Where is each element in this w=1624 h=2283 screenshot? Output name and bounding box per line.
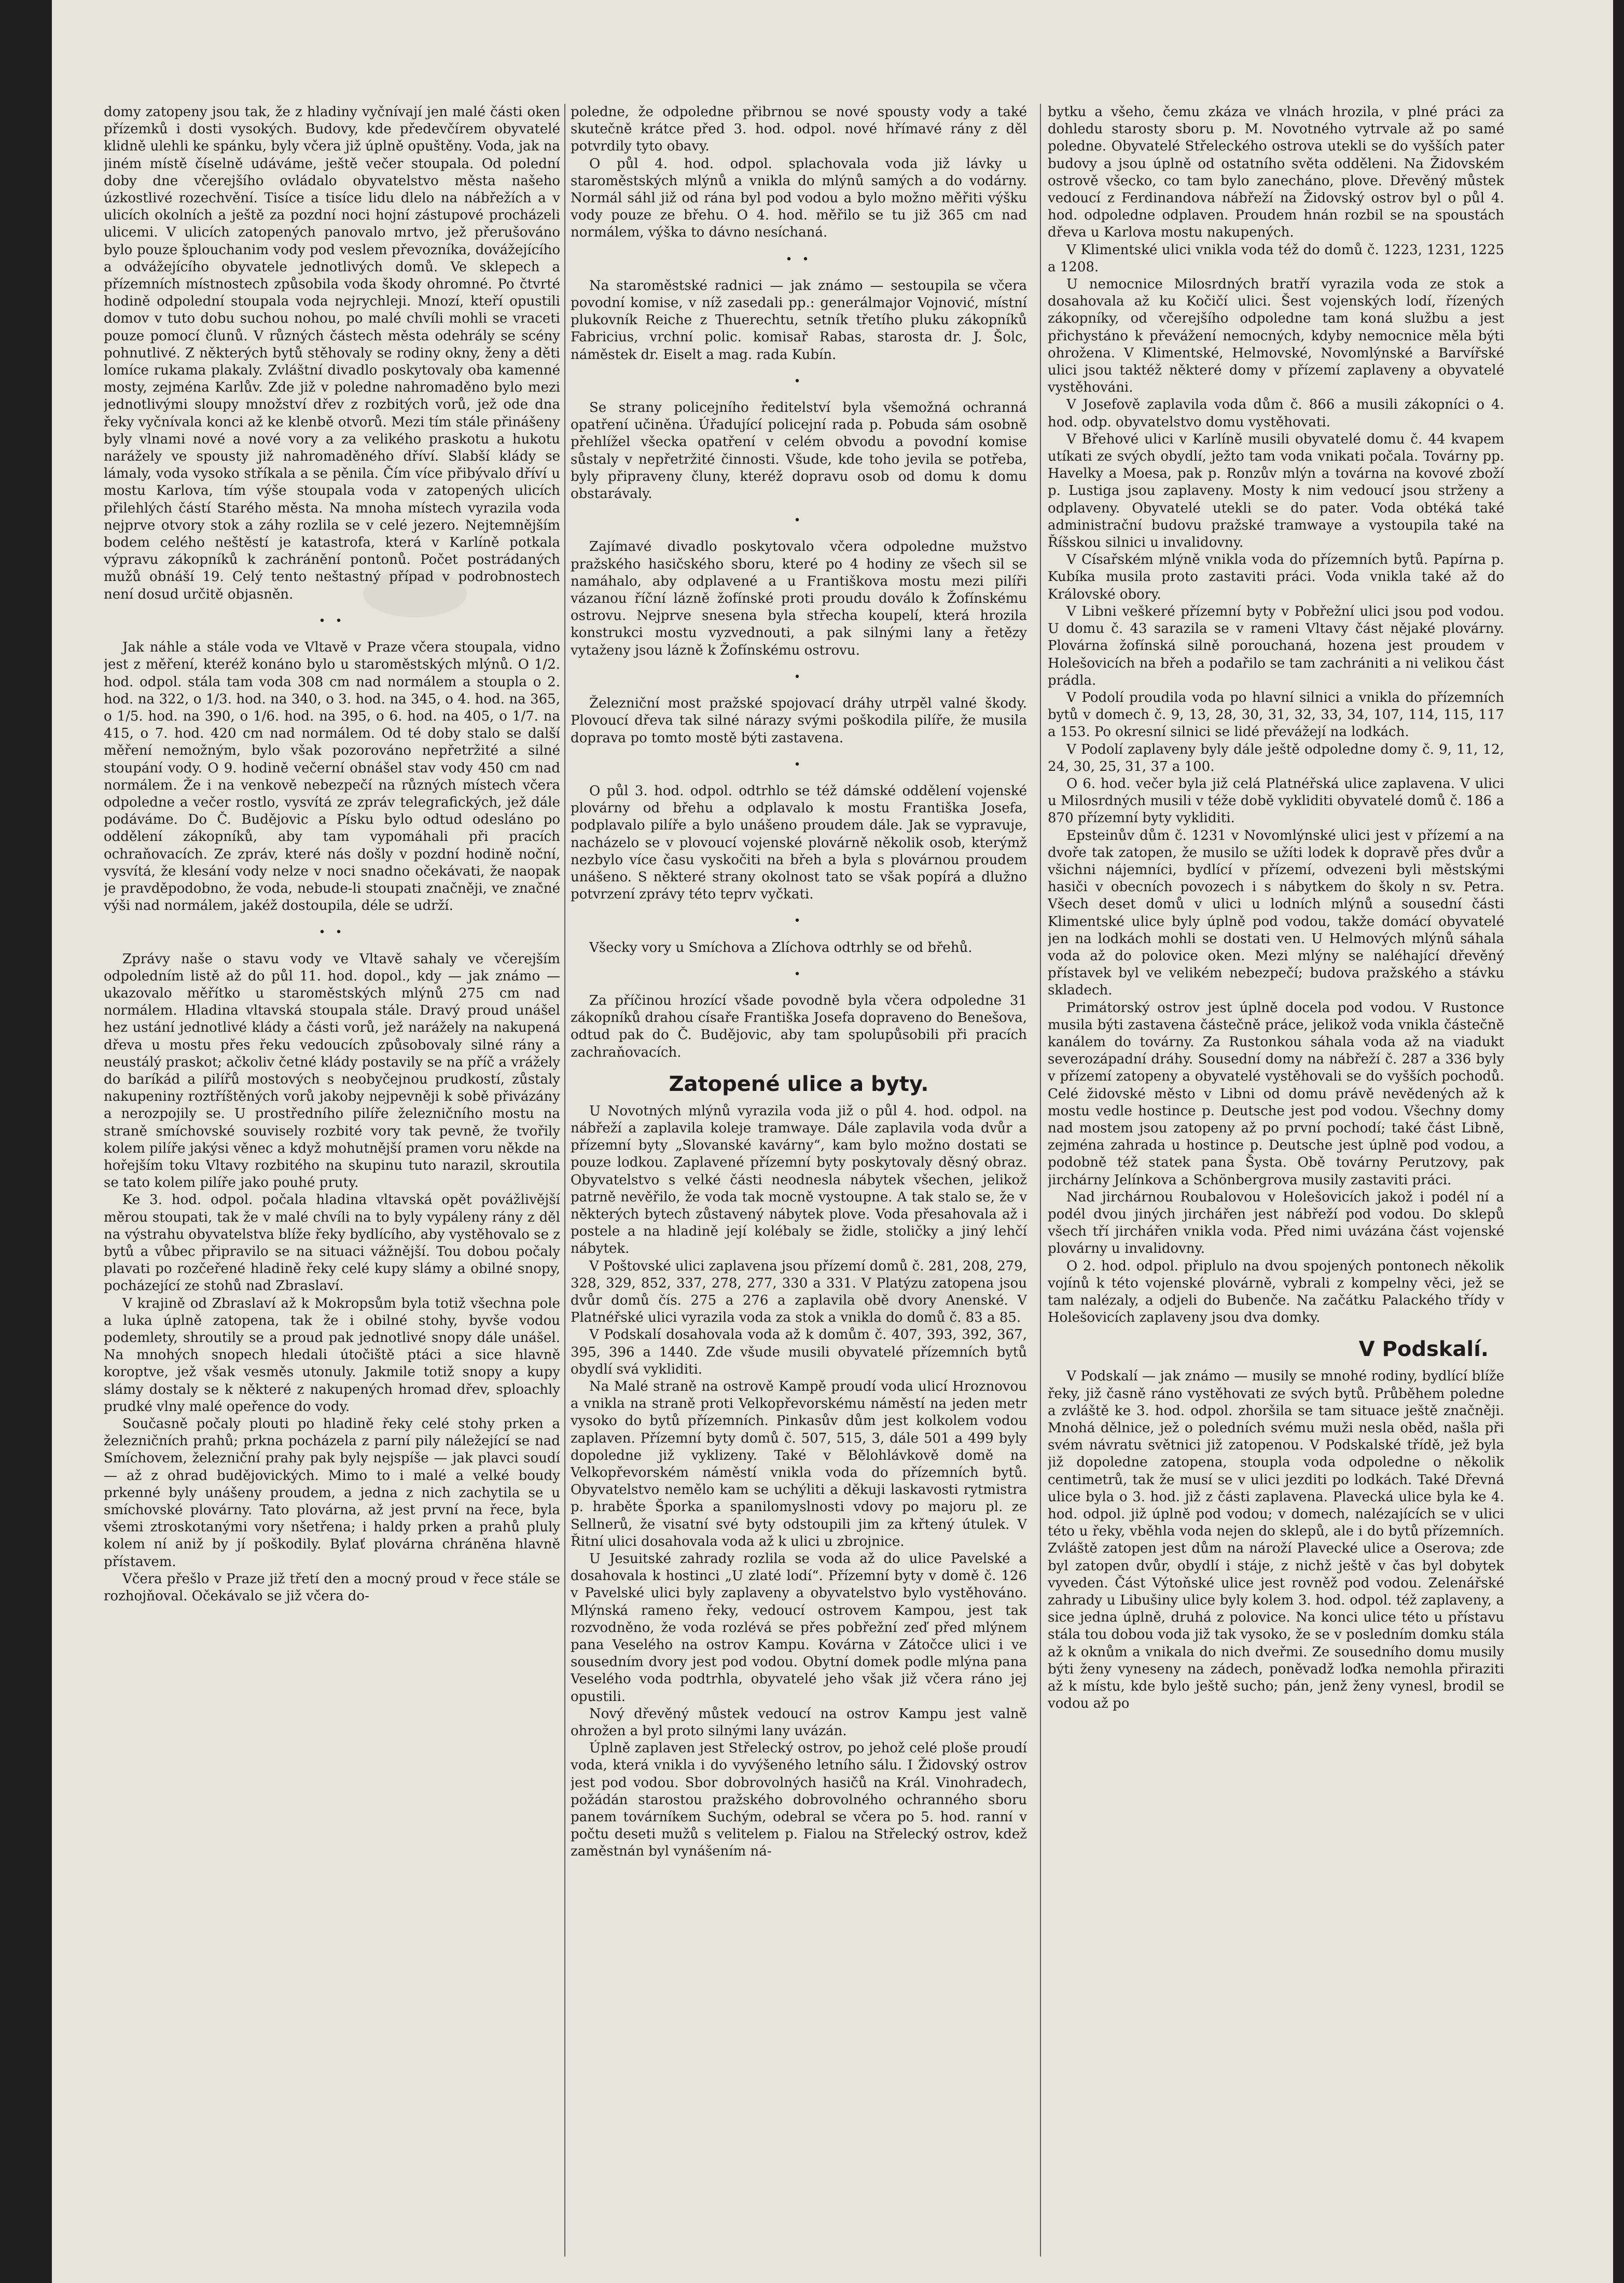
column-1: [104, 104, 560, 2257]
paragraph: bytku a všeho, čemu zkáza ve vlnách hrozila, v plné práci za dohledu starosty sboru p. M. Novotného vytrvale až po samé poledne. Obyvatelé Střeleckého ostrova utekli se do vyšších pater budovy a jsou úplně od ostatního světa odděleni. Na Židovském ostrově všecko, co tam bylo zanecháno, plove. Dřevěný můstek vedoucí z Ferdinandova nábřeží na Židovský ostrov byl o půl 4. hod. odpoledne odplaven. Proudem hnán rozbil se na spoustách dřeva u Karlova mostu nakupených.: [1048, 104, 1504, 241]
paragraph: U Jesuitské zahrady rozlila se voda až do ulice Pavelské a dosahovala k hostinci „U zlaté lodí“. Přízemní byty v domě č. 126 v Pavelské ulici byly zaplaveny a obyvatelstvo bylo vystěhováno. Mlýnská rameno řeky, vedoucí ostrovem Kampou, jest tak rozvodněno, že voda rozlévá se přes pobřežní zeď před mlýnem pana Veselého na ostrov Kampu. Kovárna v Zátočce ulici i ve sousedním dvory jest pod vodou. Obytní domek podle mlýna pana Veselého voda podtrhla, obyvatelé jeho však již včera ráno jej opustili.: [571, 1551, 1027, 1705]
paragraph: Včera přešlo v Praze již třetí den a mocný proud v řece stále se rozhojňoval. Očekávalo se již včera do-: [104, 1571, 560, 1604]
paragraph: Zprávy naše o stavu vody ve Vltavě sahaly ve včerejším odpoledním listě až do půl 11. hod. dopol., kdy — jak známo — ukazovalo měřítko u staroměstských mlýnů 275 cm nad normálem. Hladina vltavská stoupala stále. Dravý proud unášel hez ustání jednotlivé klády a části vorů, jež narážely na nakupená dřeva u mostu přes řeku vedoucích způsobovaly silné rány a neustálý praskot; ačkoliv četné klády postavily se na příč a vrážely do baríkád a pilířů mostových s neobyčejnou prudkostí, zůstaly nakupeniny roztříštěných vorů jakoby nejpevněji k sobě přivázány a nerozpojily se. U prostředního pilíře železničního mostu na straně smíchovské souvisely rozbité vory tak pevně, že tvořily kolem pilíře jakýsi věnec a když mohutnější pramen voru někde na hořejším toku Vltavy rozbitého na skupinu tuto narazil, skroutila se tato kolem pilíře jako pouhé pruty.: [104, 951, 560, 1191]
column-rule-1: [564, 104, 565, 2257]
paragraph: Jak náhle a stále voda ve Vltavě v Praze včera stoupala, vidno jest z měření, kteréž konáno bylo u staroměstských mlýnů. O 1/2. hod. odpol. stála tam voda 308 cm nad normálem a stoupla o 2. hod. na 322, o 1/3. hod. na 340, o 3. hod. na 345, o 4. hod. na 365, o 1/5. hod. na 390, o 1/6. hod. na 395, o 6. hod. na 405, o 1/7. na 415, o 7. hod. 420 cm nad normálem. Od té doby stalo se další měření nemožným, bylo však pozorováno nepřetržité a silné stoupání vody. O 9. hodině večerní obnášel stav vody 450 cm nad normálem. Že i na venkově nebezpečí na různých místech včera odpoledne a večer rostlo, vysvítá ze zpráv telegrafických, jež dále podáváme. Do Č. Budějovic a Písku bylo odtud odesláno po oddělení zákopníků, aby tam vypomáhali při pracích ochraňovacích. Ze zpráv, které nás došly v pozdní hodině noční, vysvítá, že klesání vody nelze v noci snadno očekávati, že naopak je pravděpodobno, že voda, nebude-li stoupati značněji, ve značné výši nad normálem, jakéž dostoupila, déle se udrží.: [104, 640, 560, 914]
paragraph: Za příčinou hrozící všade povodně byla včera odpoledne 31 zákopníků drahou císaře Františka Josefa dopraveno do Benešova, odtud pak do Č. Budějovic, aby tam spolupůsobili při pracích zachraňovacích.: [571, 992, 1027, 1060]
paragraph: O půl 4. hod. odpol. splachovala voda již lávky u staroměstských mlýnů a vnikla do mlýnů samých a do vodárny. Normál sáhl již od rána byl pod vodou a bylo možno měřiti výšku vody pouze ze břehu. O 4. hod. měřilo se tu již 365 cm nad normálem, výška to dávno nesíchaná.: [571, 156, 1027, 241]
paragraph: Se strany policejního ředitelství byla všemožná ochranná opatření učiněna. Úřadující policejní rada p. Pobuda sám osobně přehlížel všecka opatření v celém obvodu a povodní komise sůstaly v nepřetržité činnosti. Všude, kde toho jevila se potřeba, byly připraveny čluny, kteréž dopravu osob od domu k domu obstarávaly.: [571, 400, 1027, 502]
paragraph: Primátorský ostrov jest úplně docela pod vodou. V Rustonce musila býti zastavena částečně práce, jelikož voda vnikla částečně kanálem do továrny. Za Rustonkou sáhala voda až na viadukt severozápadní dráhy. Sousední domy na nábřeží č. 287 a 336 byly v přízemí zatopeny a obyvatelé vystěhovali se do vyšších pochodů. Celé židovské město v Libni od domu právě nevědených až k mostu vedle hostince p. Deutsche jest pod vodou. Všechny domy nad mostem jsou zatopeny až po první pochodí; také část Libně, zejména zahrada u hostince p. Deutsche jest úplně pod vodou, a podobně též statek pana Šysta. Obě továrny Perutzovy, pak jirchárny Jelínkova a Schönbergrova musily zastaviti práci.: [1048, 1000, 1504, 1188]
paragraph: Ke 3. hod. odpol. počala hladina vltavská opět povážlivější měrou stoupati, tak že v malé chvíli na to byly vypáleny rány z děl na výstrahu obyvatelstva blíže řeky bydlícího, aby vystěhovalo se z bytů a vůbec připravilo se na situaci vážnější. Tou dobou počaly plavati po rozčeřené hladině řeky celé kupy slámy a obilné snopy, pocházející ze stohů nad Zbraslaví.: [104, 1192, 560, 1294]
column-2: [571, 104, 1027, 2257]
paragraph: U nemocnice Milosrdných bratří vyrazila voda ze stok a dosahovala až ku Kočičí ulici. Šest vojenských lodí, řízených zákopníky, od včerejšího odpoledne tam koná službu a jest přichystáno k převážení nemocných, kdyby nemocnice měla býti ohrožena. V Klimentské, Helmovské, Novomlýnské a Barvířské ulici jsou taktéž některé domy v přízemí zaplaveny a obyvatelé vystěhováni.: [1048, 276, 1504, 396]
paragraph: Železniční most pražské spojovací dráhy utrpěl valné škody. Plovoucí dřeva tak silné nárazy svými poškodila pilíře, že musila doprava po tomto mostě býti zastavena.: [571, 696, 1027, 746]
paragraph: O 6. hod. večer byla již celá Platnéřská ulice zaplavena. V ulici u Milosrdných musili v téže době vykliditi obyvatelé domů č. 186 a 870 přízemní byty vykliditi.: [1048, 776, 1504, 826]
separator: •: [794, 514, 804, 528]
paragraph: Na Malé straně na ostrově Kampě proudí voda ulicí Hroznovou a vnikla na straně proti Velkopřevorskému náměstí na jeden metr vysoko do bytů přízemních. Pinkasův dům jest kolkolem vodou zaplaven. Přízemní byty domů č. 507, 515, 3, dále 501 a 499 byly dopoledne již vyklizeny. Také v Bělohlávkově domě na Velkopřevorském náměstí vnikla voda do přízemních bytů. Obyvatelstvo nemělo kam se uchýliti a děkuji laskavosti rytmistra p. hraběte Šporka a spanilomyslnosti vdovy po majoru pl. ze Sellnerů, že visatní své byty odstoupili jim za křtený útulek. V Řitní ulici dosahovala voda až k ulici u zbrojnice.: [571, 1379, 1027, 1549]
paragraph: poledne, že odpoledne přibrnou se nové spousty vody a také skutečně krátce před 3. hod. odpol. nové hřímavé rány z děl potvrdily tyto obavy.: [571, 104, 1027, 155]
paragraph: Všecky vory u Smíchova a Zlíchova odtrhly se od břehů.: [589, 939, 973, 956]
paragraph: V Josefově zaplavila voda dům č. 866 a musili zákopníci o 4. hod. odp. obyvatelstvo domu vystěhovati.: [1048, 397, 1504, 430]
paragraph: U Novotných mlýnů vyrazila voda již o půl 4. hod. odpol. na nábřeží a zaplavila koleje tramwaye. Dále zaplavila voda dvůr a přízemní byty „Slovanské kavárny“, kam bylo možno dostati se pouze lodkou. Zaplavené přízemní byty poskytovaly děsný obraz. Obyvatelstvo s velké části neodnesla nábytek všechen, jelikož patrně nevěřilo, že voda tak mocně vystoupne. A tak stalo se, že v některých bytech zůstavený nábytek plove. Voda přesahovala až i postele a na hladině její kolébaly se židle, stoličky a jiný lehčí nábytek.: [571, 1103, 1027, 1257]
section-heading-podskali: V Podskalí.: [1358, 1337, 1489, 1362]
paragraph: Nový dřevěný můstek vedoucí na ostrov Kampu jest valně ohrožen a byl proto silnými lany uvázán.: [571, 1706, 1027, 1739]
paragraph: V Podolí zaplaveny byly dále ještě odpoledne domy č. 9, 11, 12, 24, 30, 25, 31, 37 a 100.: [1048, 741, 1504, 774]
separator: • •: [318, 926, 345, 939]
separator: •: [794, 967, 804, 981]
column-rule-2: [1040, 104, 1041, 2257]
separator: •: [794, 375, 804, 388]
paragraph: Zajímavé divadlo poskytovalo včera odpoledne mužstvo pražského hasičského sboru, které po 4 hodiny ze všech sil se namáhalo, aby odplavené a u Františkova mostu mezi pilíři vázanou říční lázně žofínské proti proudu doválo k Žofínskému ostrovu. Nejprve snesena byla střecha koupelí, která hrozila konstrukci mostu vyzvednouti, a pak silnými lany a řetězy vytaženy jsou lázně k Žofínskému ostrovu.: [571, 539, 1027, 658]
paragraph: Nad jirchárnou Roubalovou v Holešovicích jakož i podél ní a podél dvou jiných jirchářen jest nábřeží pod vodou. Do sklepů všech tří jirchářen vnikla voda. Před nimi uvázána část vojenské plovárny u invalidovny.: [1048, 1189, 1504, 1257]
paragraph: V Poštovské ulici zaplavena jsou přízemí domů č. 281, 208, 279, 328, 329, 852, 337, 278, 277, 330 a 331. V Platýzu zatopena jsou dvůr domů čís. 275 a 276 a zaplavila obě dvory Anenské. V Platnéřské ulici vyrazila voda za stok a vnikla do domů č. 83 a 85.: [571, 1258, 1027, 1326]
paragraph: Epsteinův dům č. 1231 v Novomlýnské ulici jest v přízemí a na dvoře tak zatopen, že musilo se užíti lodek k dopravě přes dvůr a všichni nájemníci, bydlící v přízemí, odvezeni byli městskými hasiči v obecních povozech i s nábytkem do školy n sv. Petra. Všech deset domů v ulici u lodních mlýnů a sousední části Klimentské ulice byly úplně pod vodou, takže domácí obyvatelé jen na lodkách mohli se dostati ven. U Helmových mlýnů sáhala voda až do polovice oken. Mezi mlýny se naléhající dřevěný přístavek byl ve velikém nebezpečí; budova pražského a stávku skladech.: [1048, 827, 1504, 999]
paragraph: V Císařském mlýně vnikla voda do přízemních bytů. Papírna p. Kubíka musila proto zastaviti práci. Voda vnikla také až do Královské obory.: [1048, 552, 1504, 602]
paragraph: Úplně zaplaven jest Střelecký ostrov, po jehož celé ploše proudí voda, která vnikla i do vyvýšeného letního sálu. I Židovský ostrov jest pod vodou. Sbor dobrovolných hasičů na Král. Vinohradech, požádán starostou pražského dobrovolného ochranného sboru panem továrníkem Suchým, odebral se včera po 5. hod. ranní v počtu deseti mužů s velitelem p. Fialou na Střelecký ostrov, kdež zaměstnán byl vynášením ná-: [571, 1740, 1027, 1860]
page-edge-shadow: [0, 0, 52, 2283]
paragraph: domy zatopeny jsou tak, že z hladiny vyčnívají jen malé části oken přízemků i dosti vysokých. Budovy, kde předevčírem obyvatelé klidně ulehli ke spánku, byly včera již úplně opuštěny. Voda, jak na jiném místě číselně udáváme, ještě večer stoupala. Od polední doby dne včerejšího ovládalo obyvatelstvo města našeho úzkostlivé rozechvění. Tisíce a tisíce lidu dlelo na nábřežích a v ulicích okolních a ještě za pozdní noci hojní zástupové procházeli ulicemi. V ulicích zatopených panovalo mrtvo, jež přerušováno bylo pouze šplouchanim vody pod veslem převozníka, dovážejícího a odvážejícího obyvatele jednotlivých domů. Ve sklepech a přízemních místnostech způsobila voda škody ohromné. Po čtvrté hodině odpolední stoupala voda nejrychleji. Mnozí, kteří opustili domov v tuto dobu suchou nohou, po malé chvíli mohli se vraceti pouze pomocí člunů. V různých částech města odehrály se scény pohnutlivé. Z některých bytů stěhovaly se rodiny okny, ženy a děti lomíce rukama plakaly. Zvláštní divadlo poskytovaly oba kamenné mosty, zejména Karlův. Zde již v poledne nahromaděno bylo mezi jednotlivými sloupy množství dřev z rozbitých vorů, jež ode dna řeky vyčnívala konci až ke klenbě otvorů. Mezi tím stále přinášeny byly vlnami nové a nové vory a za velikého praskotu a hukotu narážely ve spousty již nahromaděného dříví. Slabší klády se lámaly, voda vysoko stříkala a se pěnila. Čím více přibývalo dříví u mostu Karlova, tím výše stoupala voda v zatopených ulicích přilehlých částí Starého města. Na mnoha místech vyrazila voda nejprve otvory stok a záhy rozlila se v celé jezero. Nejtemnějším bodem celého neštěstí je katastrofa, která v Karlíně potkala výpravu zákopníků k zachránění pontonů. Počet postrádaných mužů obnáší 19. Celý tento neštastný případ v podrobnostech není dosud určitě objasněn.: [104, 104, 560, 602]
paragraph: V krajině od Zbraslaví až k Mokropsům byla totiž všechna pole a luka úplně zatopena, tak že i obilné stohy, byvše vodou podemlety, shroutily se a proud pak jednotlivé snopy dále unášel. Na mnohých snopech hledali útočiště ptáci a sice hlavně koroptve, jež však vesměs utonuly. Jakmile totiž snopy a kupy slámy dostaly se k některé z nakupených hromad dřev, sploachly prudké vlny malé opeřence do vody.: [104, 1295, 560, 1415]
paragraph: V Podskalí dosahovala voda až k domům č. 407, 393, 392, 367, 395, 396 a 1440. Zde všude musili obyvatelé přízemních bytů obydlí svá vykliditi.: [571, 1327, 1027, 1377]
section-heading-zatopene-ulice: Zatopené ulice a byty.: [669, 1072, 929, 1096]
paragraph: V Podolí proudila voda po hlavní silnici a vnikla do přízemních bytů v domech č. 9, 13, 28, 30, 31, 32, 33, 34, 107, 114, 115, 117 a 153. Po okresní silnici se lidé převážejí na lodkách.: [1048, 689, 1504, 740]
separator: •: [794, 670, 804, 684]
separator: •: [794, 758, 804, 771]
paragraph: V Podskalí — jak známo — musily se mnohé rodiny, bydlící blíže řeky, již časně ráno vystěhovati ze svých bytů. Průběhem poledne a zvláště ke 3. hod. odpol. zhoršila se tam situace ještě značněji. Mnohá dělnice, jež o poledních svému muži nesla oběd, našla při svém návratu světnici již zatopenou. V Podskalské třídě, jež byla již dopoledne zatopena, stoupla voda odpoledne o několik centimetrů, tak že musí se v ulici jezditi po lodkách. Také Dřevná ulice byla o 3. hod. již z části zaplavena. Plavecká ulice byla ke 4. hod. odpol. již úplně pod vodou; v domech, nalézajících se v ulici této u řeky, vběhla voda nejen do sklepů, ale i do bytů přízemních. Zvláště zatopen jest dům na nároží Plavecké ulice a Oserova; zde byl zatopen dvůr, obydlí i stáje, z nichž ještě v čas byl dobytek vyveden. Část Výtoňské ulice jest rovněž pod vodou. Zelenářské zahrady u Libušiny ulice byly kolem 3. hod. odpol. též zaplaveny, a sice jedna úplně, druhá z polovice. Na konci ulice této u přístavu stála tou dobou voda již tak vysoko, že se v posledním domku stála až k oknům a vnikala do nich dveřmi. Ze sousedního domu musily býti ženy vyneseny na zádech, poněvadž loďka nemohla přiraziti až k místu, kde bylo ještě sucho; pán, jenž ženy vynesl, brodil se vodou až po: [1048, 1368, 1504, 1712]
separator: • •: [785, 253, 812, 266]
paragraph: Na staroměstské radnici — jak známo — sestoupila se včera povodní komise, v níž zasedali pp.: generálmajor Vojnović, místní plukovník Reiche z Thuerechtu, setník třetího pluku zákopníků Fabricius, vrchní polic. komisař Rabas, starosta dr. J. Šolc, náměstek dr. Eiselt a mag. rada Kubín.: [571, 278, 1027, 363]
paragraph: Současně počaly plouti po hladině řeky celé stohy prken a železničních prahů; prkna pocházela z parní pily náležející se nad Smíchovem, železniční prahy pak byly nejspíše — jak plavci soudí — až z ohrad budějovických. Mimo to i malé a velké boudy prkenné byly unášeny proudem, a jedna z nich zachytila se u smíchovské plovárny. Tato plovárna, až jest první na řece, byla všemi ztroskotanými vory nšetřena; i haldy prken a prahů pluly kolem ní aniž by jí poškodily. Bylať plovárna chráněna hlavně přístavem.: [104, 1416, 560, 1570]
paragraph: V Libni veškeré přízemní byty v Pobřežní ulici jsou pod vodou. U domu č. 43 sarazila se v rameni Vltavy část nějaké plovárny. Plovárna žofínská silně porouchaná, hozena jest proudem v Holešovicích na břeh a podařilo se tam zachrániti a ni velikou část prádla.: [1048, 603, 1504, 688]
separator: • •: [318, 614, 345, 628]
paragraph: V Klimentské ulici vnikla voda též do domů č. 1223, 1231, 1225 a 1208.: [1048, 242, 1504, 275]
separator: •: [794, 915, 804, 928]
paragraph: O půl 3. hod. odpol. odtrhlo se též dámské oddělení vojenské plovárny od břehu a odplavalo k mostu Františka Josefa, podplavalo pilíře a bylo unášeno proudem dále. Jak se vypravuje, nacházelo se v plovoucí vojenské plovárně několik osob, kterýmž nezbylo více času vyskočiti na břeh a byla s plovárnou proudem unášeno. S některé strany okolnost tato se však popírá a dlužno potvrzení zprávy této teprv vyčkati.: [571, 783, 1027, 903]
column-3: [1048, 104, 1504, 2257]
paragraph: V Břehové ulici v Karlíně musili obyvatelé domu č. 44 kvapem utíkati ze svých obydlí, ježto tam voda vnikati počala. Továrny pp. Havelky a Moesa, pak p. Ronzův mlýn a továrna na kovové zboží p. Lustiga jsou zaplaveny. Mosty k nim vedoucí jsou strženy a odplaveny. Obyvatelé utekli se do pater. Voda obtéká také administrační budovu pražské tramwaye a vystoupila také na Říšskou silnici u invalidovny.: [1048, 431, 1504, 551]
paragraph: O 2. hod. odpol. připlulo na dvou spojených pontonech několik vojínů k této vojenské plovárně, vybrali z kompelny věci, jež se tam nalézaly, a odjeli do Bubenče. Na začátku Palackého třídy v Holešovicích zaplaveny jsou dva domky.: [1048, 1258, 1504, 1326]
